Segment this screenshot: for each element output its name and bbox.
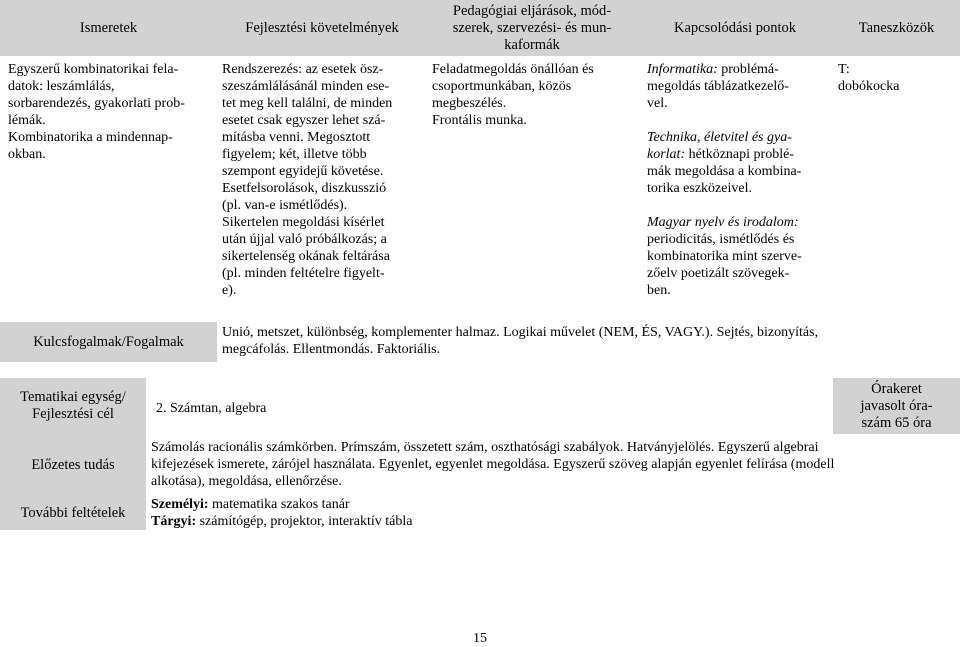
tematikai-value-cell [156,400,756,417]
fejlesztesi-line: (pl. minden feltételre figyelt- [222,266,385,281]
kapcsolodasi-technika [647,146,837,163]
spacer [647,197,837,214]
fejlesztesi-line: Sikertelen megoldási kísérlet [222,215,385,230]
orakeret-line: javasolt óra- [860,398,933,414]
kulcsfogalmak-line: Unió, metszet, különbség, komplementer halmaz. Logikai művelet (NEM, ÉS, VAGY.). Sejtés, bizonyítás, [222,325,819,340]
header-fejlesztesi [217,0,427,56]
pedagogiai-line: Feladatmegoldás önállóan és [432,62,594,77]
kapcsolodasi-line: ben. [647,283,671,298]
ismeretek-cell [8,61,213,163]
fejlesztesi-line: mításba venni. Megosztott [222,130,371,145]
kapcsolodasi-line: mák megoldása a kombina- [647,164,802,179]
elozetes-cell [151,439,960,490]
kapcsolodasi-cell [647,61,837,299]
kapcsolodasi-line: megoldás táblázatkezelő- [647,79,789,94]
informatika-text: problémá- [717,62,779,77]
ismeretek-line: lémák. [8,113,46,128]
fejlesztesi-line: szeszámlálásánál minden ese- [222,79,390,94]
szemelyi-value: matematika szakos tanár [208,497,350,512]
szemelyi-row [151,496,960,513]
fejlesztesi-line: esetet csak egyszer lehet szá- [222,113,386,128]
technika-text: hétköznapi problé- [685,147,794,162]
elozetes-label: Előzetes tudás [31,457,115,473]
pedagogiai-line: csoportmunkában, közös [432,79,572,94]
magyar-label: Magyar nyelv és irodalom: [647,215,799,230]
fejlesztesi-line: sikertelenség okának feltárása [222,249,390,264]
pedagogiai-line: Frontális munka. [432,113,527,128]
kapcsolodasi-line: vel. [647,96,668,111]
tovabbi-label: További feltételek [20,505,126,521]
header-ismeretek-label: Ismeretek [79,20,138,36]
page-number-text: 15 [473,631,487,646]
fejlesztesi-line: után újjal való próbálkozás; a [222,232,387,247]
kapcsolodasi-line: kombinatorika mint szerve- [647,249,802,264]
elozetes-line: kifejezések ismerete, zárójel használata. Egyenlet, egyenlet megoldása. Egyszerű szöveg alapján egyenlet felírása (modell [151,457,835,472]
fejlesztesi-line: szempont egyidejű követése. [222,164,384,179]
header-kapcsolodasi [637,0,833,56]
kulcsfogalmak-line: megcáfolás. Ellentmondás. Faktoriális. [222,342,441,357]
header-pedagogiai-line: kaformák [504,37,560,53]
technika-label: Technika, életvitel és gya- [647,130,792,145]
fejlesztesi-line: tet meg kell találni, de minden [222,96,393,111]
tematikai-label-line: Fejlesztési cél [32,406,114,422]
orakeret-line: Órakeret [871,381,922,397]
spacer [647,112,837,129]
targyi-row [151,513,960,530]
tematikai-label-cell [0,378,146,434]
taneszkozok-line: T: [838,62,850,77]
elozetes-line: alkotása), megoldása, ellenőrzése. [151,474,342,489]
header-taneszkozok-label: Taneszközök [858,20,935,36]
fejlesztesi-line: Rendszerezés: az esetek ösz- [222,62,384,77]
kapcsolodasi-line: torika eszközeivel. [647,181,752,196]
tematikai-label-line: Tematikai egység/ [20,389,126,405]
header-pedagogiai-line: Pedagógiai eljárások, mód- [452,3,612,19]
pedagogiai-cell [432,61,637,129]
technika-label-2: korlat: [647,147,686,162]
kapcsolodasi-line: periodicitás, ismétlődés és [647,232,795,247]
page-number [460,630,500,647]
elozetes-line: Számolás racionális számkörben. Prímszám, összetett szám, oszthatósági szabályok. Hatványjelölés. Egyszerű algebrai [151,440,819,455]
ismeretek-line: sorbarendezés, gyakorlati prob- [8,96,185,111]
fejlesztesi-line: figyelem; két, illetve több [222,147,367,162]
tematikai-value: 2. Számtan, algebra [156,401,267,416]
pedagogiai-line: megbeszélés. [432,96,507,111]
fejlesztesi-line: Esetfelsorolások, diszkusszió [222,181,387,196]
header-taneszkozok [833,0,960,56]
taneszkozok-cell [838,61,956,95]
szemelyi-label: Személyi: [151,497,209,512]
kapcsolodasi-informatika [647,61,837,78]
orakeret-line: szám 65 óra [861,415,932,431]
header-ismeretek [0,0,217,56]
targyi-value: számítógép, projektor, interaktív tábla [196,514,413,529]
header-kapcsolodasi-label: Kapcsolódási pontok [673,20,797,36]
kulcsfogalmak-cell [222,324,957,358]
header-fejlesztesi-label: Fejlesztési követelmények [245,20,399,36]
fejlesztesi-cell [222,61,427,299]
header-pedagogiai-line: szerek, szervezési- és mun- [452,20,612,36]
fejlesztesi-line: (pl. van-e ismétlődés). [222,198,348,213]
tovabbi-cell [151,496,960,530]
taneszkozok-line: dobókocka [838,79,900,94]
ismeretek-line: datok: leszámlálás, [8,79,115,94]
targyi-label: Tárgyi: [151,514,197,529]
ismeretek-line: okban. [8,147,46,162]
tovabbi-label-cell [0,496,146,530]
header-pedagogiai [427,0,637,56]
ismeretek-line: Kombinatorika a mindennap- [8,130,173,145]
elozetes-label-cell [0,434,146,496]
kulcsfogalmak-label: Kulcsfogalmak/Fogalmak [33,334,184,350]
kapcsolodasi-line: zőelv poetizált szövegek- [647,266,790,281]
orakeret-cell [833,378,960,434]
informatika-label: Informatika: [647,62,718,77]
kulcsfogalmak-label-cell [0,322,217,362]
ismeretek-line: Egyszerű kombinatorikai fela- [8,62,179,77]
fejlesztesi-line: e). [222,283,237,298]
